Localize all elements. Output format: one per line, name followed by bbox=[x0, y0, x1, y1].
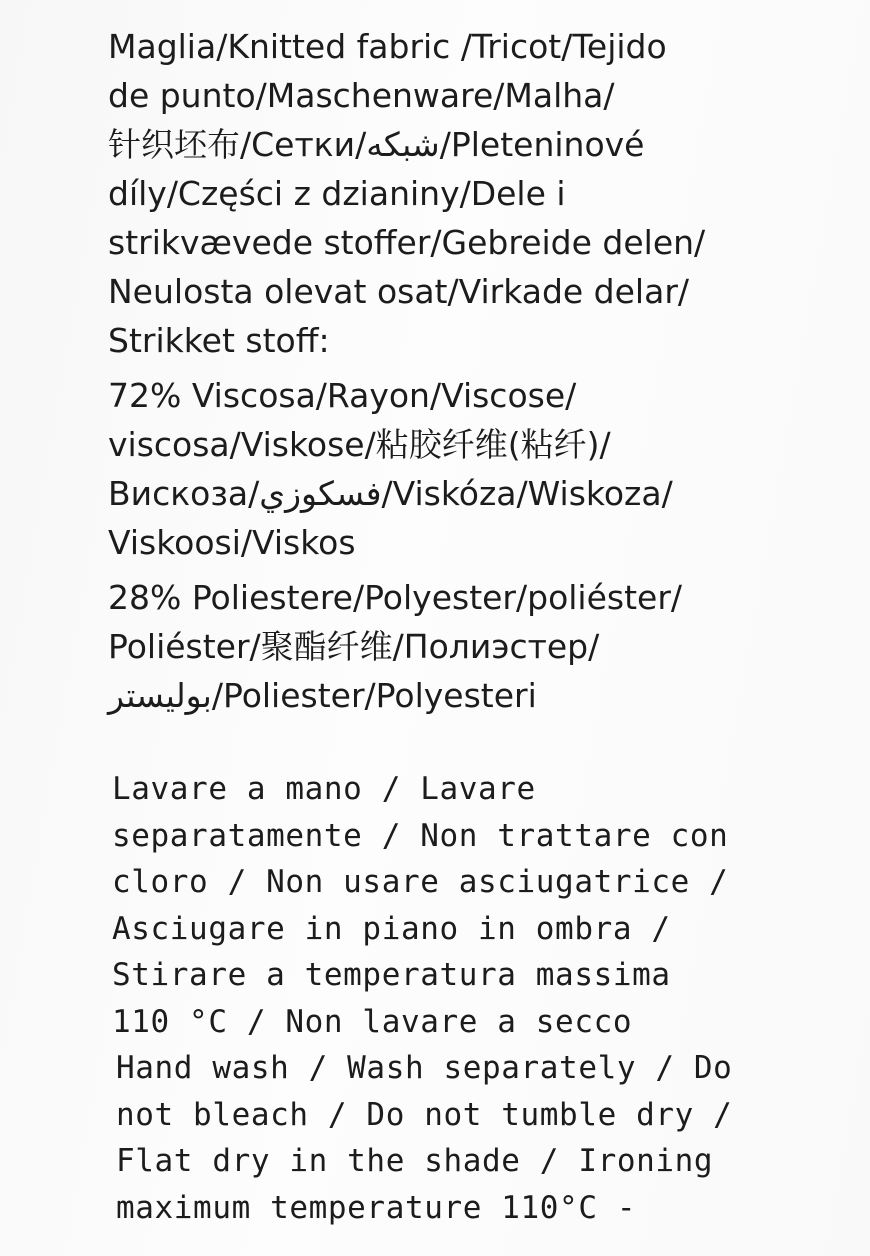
text-line: díly/Części z dzianiny/Dele i bbox=[108, 174, 566, 213]
text-line: cloro / Non usare asciugatrice / bbox=[112, 864, 729, 900]
text-line: Neulosta olevat osat/Virkade delar/ bbox=[108, 272, 690, 311]
text-line: viscosa/Viskose/粘胶纤维(粘纤)/ bbox=[108, 425, 611, 464]
label-text bbox=[108, 22, 808, 1231]
text-line: separatamente / Non trattare con bbox=[112, 817, 729, 854]
text-line: Вискоза/فسكوزي/Viskóza/Wiskoza/ bbox=[108, 474, 673, 513]
polyester-paragraph bbox=[108, 573, 808, 720]
text-line: maximum temperature 110°C - bbox=[116, 1189, 637, 1226]
text-line: Hand wash / Wash separately / Do bbox=[116, 1050, 733, 1086]
text-line: de punto/Maschenware/Malha/ bbox=[108, 76, 615, 115]
text-line: Viskoosi/Viskos bbox=[108, 523, 356, 562]
care-instructions-section bbox=[108, 766, 808, 1231]
fabric-type-paragraph bbox=[108, 22, 808, 365]
spacer bbox=[108, 720, 808, 766]
text-line: strikvævede stoffer/Gebreide delen/ bbox=[108, 223, 706, 262]
text-line: Strikket stoff: bbox=[108, 321, 330, 360]
care-english-paragraph bbox=[116, 1045, 808, 1231]
composition-section bbox=[108, 22, 808, 720]
text-line: not bleach / Do not tumble dry / bbox=[116, 1096, 733, 1133]
text-line: Stirare a temperatura massima bbox=[112, 957, 671, 993]
text-line: 28% Poliestere/Polyester/poliéster/ bbox=[108, 578, 683, 617]
text-line: 110 °C / Non lavare a secco bbox=[112, 1003, 633, 1040]
text-line: Flat dry in the shade / Ironing bbox=[116, 1143, 714, 1179]
text-line: بوليستر/Poliester/Polyesteri bbox=[108, 676, 537, 715]
text-line: Lavare a mano / Lavare bbox=[112, 771, 536, 807]
text-line: Asciugare in piano in ombra / bbox=[112, 910, 671, 947]
text-line: 针织坯布/Сетки/شبكه/Pleteninové bbox=[108, 125, 645, 164]
text-line: Poliéster/聚酯纤维/Полиэстер/ bbox=[108, 627, 600, 666]
text-line: 72% Viscosa/Rayon/Viscose/ bbox=[108, 376, 577, 415]
text-line: Maglia/Knitted fabric /Tricot/Tejido bbox=[108, 27, 667, 66]
care-italian-paragraph bbox=[112, 766, 808, 1045]
viscose-paragraph bbox=[108, 371, 808, 567]
